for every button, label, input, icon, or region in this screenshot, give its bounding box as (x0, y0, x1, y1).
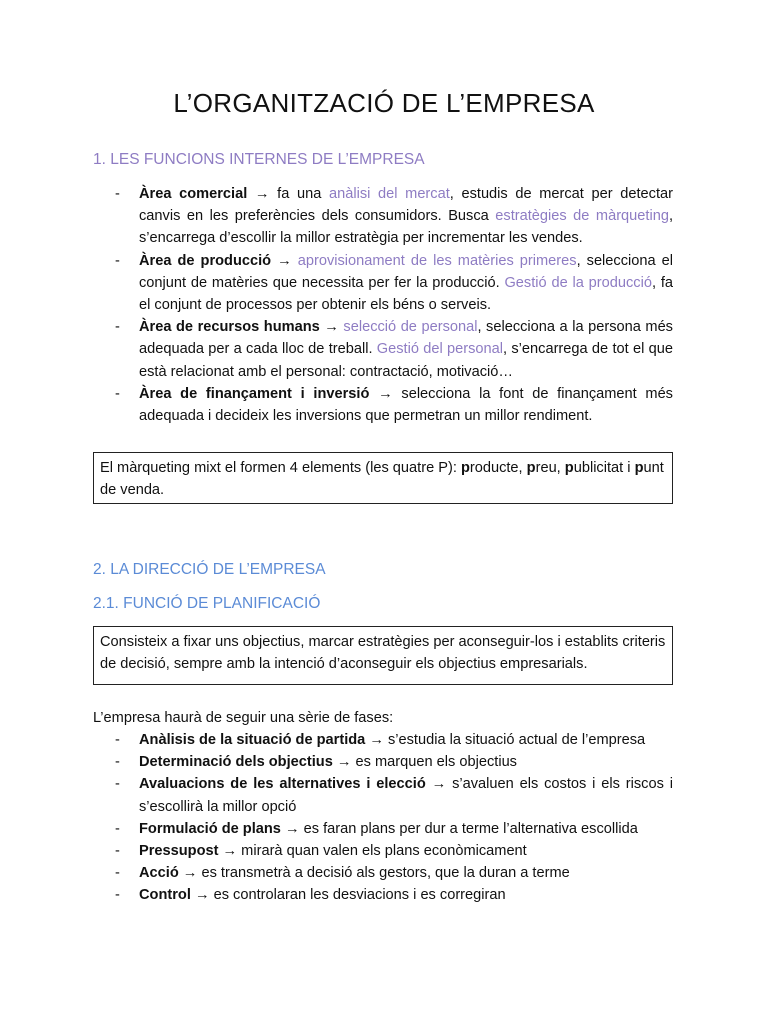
phase-term: Determinació dels objectius (139, 754, 333, 771)
section-heading-internal-functions: 1. LES FUNCIONS INTERNES DE L’EMPRESA (93, 151, 425, 168)
phase-term: Pressupost (139, 843, 219, 860)
bullet-dash: - (115, 820, 120, 837)
phase-term: Avaluacions de les alternatives i elecció (139, 776, 426, 793)
highlight-term: aprovisionament de les matèries primeres (297, 252, 577, 269)
box-text: ublicitat i (573, 460, 635, 476)
phase-term: Formulació de plans (139, 820, 281, 837)
bullet-dash: - (115, 732, 120, 748)
box-bold-p: p (634, 460, 644, 476)
box-bold-p: p (564, 460, 574, 476)
phase-text: → es faran plans per dur a terme l’alternativa escollida (280, 820, 638, 837)
item-text: , selecciona el conjunt de matèries que necessita per fer la producció. (139, 252, 673, 291)
phase-term: Acció (139, 865, 179, 882)
highlight-term: anàlisi del mercat (329, 186, 450, 202)
marketing-mix-box (93, 452, 673, 504)
list-item (93, 751, 673, 773)
bullet-dash: - (115, 843, 120, 860)
list-item (93, 884, 673, 906)
page-title: L’ORGANITZACIÓ DE L’EMPRESA (173, 88, 595, 118)
list-item (93, 862, 673, 884)
item-text: → (271, 252, 298, 269)
box-bold-p: p (526, 460, 536, 476)
list-item (93, 729, 673, 751)
phase-text: → mirarà quan valen els plans econòmicament (218, 843, 527, 860)
phase-text: → es marquen els objectius (332, 754, 517, 771)
box-text: roducte, (469, 460, 527, 476)
bullet-dash: - (115, 776, 120, 793)
list-item (93, 316, 673, 383)
item-text: → selecciona la font de finançament més adequada i decideix les inversions que permetran un millor rendiment. (139, 385, 673, 425)
box-text: Consisteix a fixar uns objectius, marcar estratègies per aconseguir-los i establits criteris de decisió, sempre amb la intenció d’aconseguir els objectius empresarials. (100, 634, 666, 672)
list-item (93, 818, 673, 840)
list-item (93, 250, 673, 317)
list-item (93, 840, 673, 862)
bullet-dash: - (115, 319, 120, 336)
highlight-term: estratègies de màrqueting (495, 208, 669, 225)
list-item (93, 383, 673, 427)
planning-definition-box (93, 626, 673, 685)
bullet-dash: - (115, 865, 120, 882)
highlight-term: Gestió del personal (376, 341, 504, 358)
phase-term: Control (139, 887, 191, 904)
highlight-term: selecció de personal (343, 319, 478, 336)
bullet-dash: - (115, 186, 120, 202)
item-term: Àrea de producció (139, 252, 272, 269)
bullet-dash: - (115, 887, 120, 904)
list-item (93, 183, 673, 250)
phase-text: → es controlaran les desviacions i es corregiran (190, 887, 506, 904)
box-text: unt de venda. (100, 460, 664, 498)
phase-text: → es transmetrà a decisió als gestors, que la duran a terme (178, 865, 570, 882)
subsection-heading-planning: 2.1. FUNCIÓ DE PLANIFICACIÓ (93, 595, 321, 612)
item-text: → fa una (247, 186, 329, 202)
item-term: Àrea de recursos humans (139, 319, 320, 336)
item-text: , s’encarrega de tot el que està relacionat amb el personal: contractació, motivació… (139, 341, 673, 380)
box-bold-p: p (460, 460, 470, 476)
item-term: Àrea comercial (139, 186, 248, 202)
phase-text: → s’estudia la situació actual de l’empresa (365, 732, 646, 748)
list-item (93, 773, 673, 817)
phases-intro: L’empresa haurà de seguir una sèrie de fases: (93, 710, 394, 726)
highlight-term: Gestió de la producció (504, 274, 652, 291)
internal-functions-list (93, 183, 673, 427)
bullet-dash: - (115, 385, 120, 402)
item-text: → (319, 319, 344, 336)
bullet-dash: - (115, 252, 120, 269)
item-text: , fa el conjunt de processos per obtenir els béns o serveis. (139, 274, 674, 314)
bullet-dash: - (115, 754, 120, 771)
box-text: reu, (535, 460, 565, 476)
phase-text: → s’avaluen els costos i els riscos i s’escollirà la millor opció (139, 776, 674, 815)
phases-list (93, 729, 673, 907)
item-text: , estudis de mercat per detectar canvis en les preferències dels consumidors. Busca (139, 186, 673, 225)
phase-term: Anàlisis de la situació de partida (139, 732, 366, 748)
item-term: Àrea de finançament i inversió (139, 385, 370, 402)
item-text: , s’encarrega d’escollir la millor estratègia per incrementar les vendes. (139, 208, 674, 247)
item-text: , selecciona a la persona més adequada per a cada lloc de treball. (139, 319, 673, 358)
section-heading-direction: 2. LA DIRECCIÓ DE L’EMPRESA (93, 561, 326, 578)
box-text: El màrqueting mixt el formen 4 elements (les quatre P): (100, 460, 461, 476)
